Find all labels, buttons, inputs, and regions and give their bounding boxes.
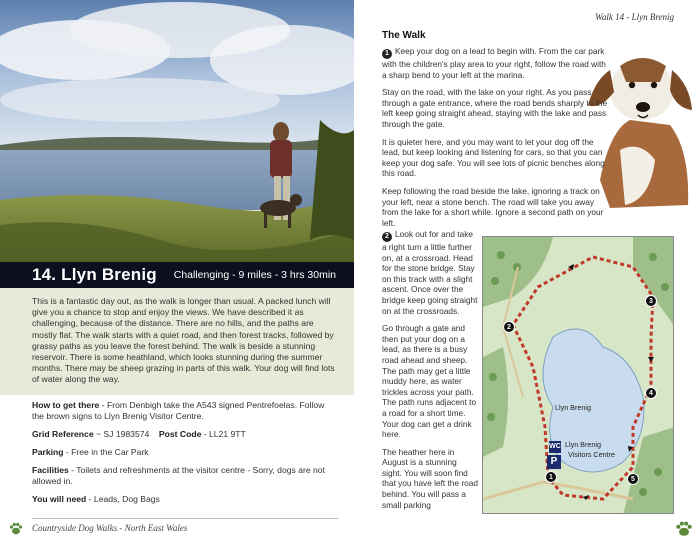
you-will-need: [32, 494, 332, 505]
facts-list: [32, 400, 332, 512]
map-lake-label: Llyn Brenig: [555, 403, 591, 412]
step-1-text: Keep your dog on a lead to begin with. From the car park with the children's play area to your right, follow the road with a sharp bend to your left at the marina.: [382, 46, 606, 80]
facilities-text: - Toilets and refreshments at the visitor centre - Sorry, dogs are not allowed in.: [32, 465, 325, 486]
paw-print-icon-right: [674, 518, 694, 538]
step-2-paragraph: [382, 229, 478, 316]
walk-title-bar: [0, 262, 354, 288]
map-visitor-centre-label-2: Visitors Centre: [568, 450, 616, 459]
parking-icon: P: [547, 455, 561, 469]
route-map: [482, 236, 674, 514]
paragraph-3: It is quieter here, and you may want to let your dog off the lead, but keep looking and listening for cars, so that you can keep your dog safe. You will see lots of picnic benches along this road.: [382, 136, 605, 179]
parking-text: - Free in the Car Park: [63, 447, 149, 457]
waypoint-1: 1: [545, 471, 557, 483]
toilets-icon: WC: [549, 441, 561, 453]
paragraph-4: Keep following the road beside the lake, ignoring a track on your left, near a stone bench. The road will take you away from the lake for a short while. Ignore a second path on your left.: [382, 185, 604, 228]
walk-instructions-narrow: [382, 229, 478, 517]
step-1-paragraph: [382, 46, 610, 80]
waypoint-5: 5: [627, 473, 639, 485]
parking-label: Parking: [32, 447, 64, 457]
how-to-get-there: [32, 400, 332, 422]
walk-instructions-wide: [382, 46, 610, 235]
intro-paragraph: This is a fantastic day out, as the walk is longer than usual. A packed lunch will give you a chance to stop and enjoy the views. We have described it as challenging, because of the distance. There are no hills, and the paths are mostly flat. The walk starts with a quiet road, and then forest tracks, followed by grassy paths as you leave the forest behind. The walk is beside a stunning reservoir. There is some heathland, which looks stunning during the summer months. There may be sheep grazing in parts of this walk. Your dog will find lots of water along the way.: [0, 288, 354, 395]
grid-reference: [32, 429, 332, 440]
section-heading: The Walk: [382, 30, 426, 41]
grid-label: Grid Reference: [32, 429, 94, 439]
paw-print-icon: [8, 520, 24, 536]
step-2-number-icon: 2: [382, 232, 392, 242]
parking-info: [32, 447, 332, 458]
footer-rule: [32, 518, 338, 519]
how-label: How to get there: [32, 400, 100, 410]
how-text: - From Denbigh take the A543 signed Pentrefoelas. Follow the brown signs to Llyn Brenig Visitor Centre.: [32, 400, 325, 421]
post-label: Post Code: [158, 429, 202, 439]
waypoint-4: 4: [645, 387, 657, 399]
walk-meta: Challenging - 9 miles - 3 hrs 30min: [173, 269, 336, 281]
facilities-info: [32, 465, 332, 487]
waypoint-2: 2: [503, 321, 515, 333]
lake-photo: [0, 0, 354, 262]
paragraph-7: The heather here in August is a stunning sight. You will soon find that you have left the road behind. You will pass a small parking: [382, 446, 478, 510]
facilities-label: Facilities: [32, 465, 69, 475]
post-text: - LL21 9TT: [201, 429, 246, 439]
map-visitor-centre-label-1: Llyn Brenig: [565, 440, 601, 449]
waypoint-3: 3: [645, 295, 657, 307]
need-label: You will need: [32, 494, 87, 504]
page-header: Walk 14 - Llyn Brenig: [595, 12, 674, 22]
footer-title: Countryside Dog Walks - North East Wales: [32, 523, 188, 533]
walk-title: 14. Llyn Brenig: [32, 265, 157, 284]
paragraph-2: Stay on the road, with the lake on your right. As you pass through a gate entrance, where the road bends sharply to the left keep going straight ahead, staying with the lake and pass through the gate.: [382, 87, 608, 129]
footer-left: [8, 518, 338, 538]
grid-text: ~ SJ 1983574: [93, 429, 150, 439]
right-page: [354, 0, 700, 546]
need-text: - Leads, Dog Bags: [86, 494, 160, 504]
step-2-text: Look out for and take a right turn a little further on, at a crossroad. Head for the stone bridge. Stay on this track with a slight ascent. Once over the bridge keep going straight on at the crossroads.: [382, 229, 478, 316]
step-1-number-icon: 1: [382, 49, 392, 59]
paragraph-6: Go through a gate and then put your dog on a lead, as there is a busy road ahead and sheep. The path may get a little muddy here, as water trickles across your path. The path runs adjacent to a road for a short time. Your dog can get a drink here.: [382, 323, 477, 440]
